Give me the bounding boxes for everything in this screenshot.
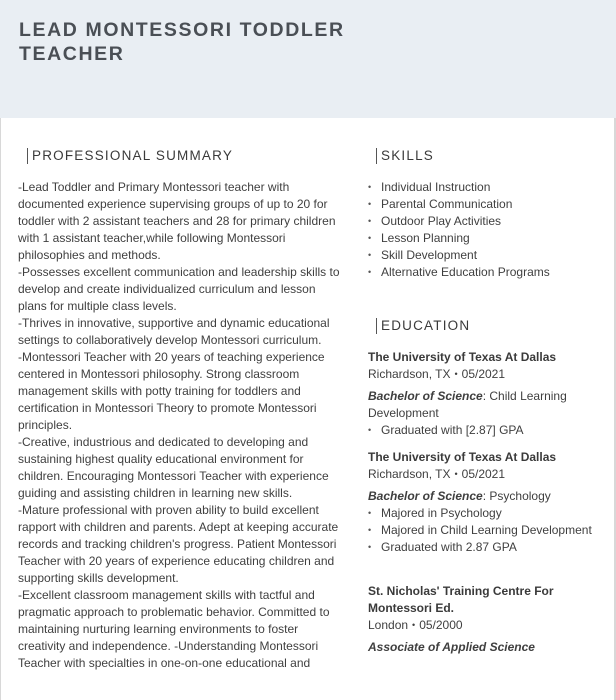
degree-field: : Child Learning Development	[368, 389, 567, 420]
skill-item: • Individual Instruction	[368, 179, 598, 196]
summary-paragraph: -Mature professional with proven ability to build excellent rapport with children and parents. Adept at keeping accurate records and tracking children's progress. Patient Montessori Teacher with 20 years of experience educating children and supporting skills development.	[18, 503, 339, 585]
education-bullet: • Graduated with 2.87 GPA	[368, 539, 600, 556]
school-name: St. Nicholas' Training Centre For Montessori Ed.	[368, 584, 554, 615]
education-bullet: • Majored in Child Learning Development	[368, 522, 600, 539]
resume-header	[0, 0, 616, 118]
skill-item: • Outdoor Play Activities	[368, 213, 598, 230]
summary-text	[18, 179, 340, 672]
degree-field: : Psychology	[482, 489, 551, 503]
school-location: Richardson, TX	[368, 467, 451, 481]
school-location-date	[368, 366, 600, 383]
education-bullet: • Graduated with [2.87] GPA	[368, 422, 600, 439]
separator-dot: •	[454, 469, 458, 479]
skill-item: • Skill Development	[368, 247, 598, 264]
education-entry	[368, 449, 600, 556]
resume-name: LEAD MONTESSORI TODDLER TEACHER	[19, 19, 345, 65]
education-bullet: • Majored in Psychology	[368, 505, 600, 522]
summary-paragraph: -Montessori Teacher with 20 years of teaching experience centered in Montessori philosophy. Strong classroom management skills with potty training for toddlers and certification in Montessori Theory to promote Montessori principles.	[18, 350, 325, 432]
summary-paragraph: -Possesses excellent communication and leadership skills to develop and create individualized curriculum and lesson plans for multiple class levels.	[18, 265, 340, 313]
school-location: Richardson, TX	[368, 367, 451, 381]
school-date: 05/2021	[461, 467, 506, 481]
school-date: 05/2021	[461, 367, 506, 381]
degree-type: Bachelor of Science	[368, 389, 483, 403]
education-entry	[368, 583, 600, 656]
summary-paragraph: -Creative, industrious and dedicated to developing and sustaining highest quality educational environment for children. Encouraging Montessori Teacher with experience guiding and assisting children in learning new skills.	[18, 435, 329, 500]
school-name: The University of Texas At Dallas	[368, 350, 557, 364]
skill-item: • Parental Communication	[368, 196, 598, 213]
school-location-date	[368, 617, 600, 634]
school-location: London	[368, 618, 409, 632]
skill-item: • Lesson Planning	[368, 230, 598, 247]
degree	[368, 388, 600, 422]
school-date: 05/2000	[419, 618, 463, 632]
separator-dot: •	[412, 620, 416, 630]
school-location-date	[368, 466, 600, 483]
degree	[368, 488, 600, 505]
education-bullets	[368, 505, 600, 556]
education-entry	[368, 349, 600, 439]
degree-type: Associate of Applied Science	[368, 640, 535, 654]
school-name: The University of Texas At Dallas	[368, 450, 557, 464]
summary-paragraph: -Lead Toddler and Primary Montessori teacher with documented experience supervising groups of up to 20 for toddler with 2 assistant teachers and 28 for primary children with 1 assistant teacher,while following Montessori philosophies and methods.	[18, 180, 336, 262]
summary-paragraph: -Excellent classroom management skills with tactful and pragmatic approach to problematic behavior. Committed to maintaining nurturing learning environments to foster creativity and independence. -Understanding Montessori Teacher with specialties in one-on-one educational and	[18, 588, 330, 670]
separator-dot: •	[454, 369, 458, 379]
summary-heading: PROFESSIONAL SUMMARY	[27, 148, 233, 164]
skills-list	[368, 179, 598, 281]
skill-item: • Alternative Education Programs	[368, 264, 598, 281]
education-heading: EDUCATION	[376, 318, 470, 334]
degree-type: Bachelor of Science	[368, 489, 483, 503]
skills-heading: SKILLS	[376, 148, 434, 164]
summary-paragraph: -Thrives in innovative, supportive and dynamic educational settings to collaboratively develop Montessori curriculum.	[18, 316, 330, 347]
education-bullets	[368, 422, 600, 439]
